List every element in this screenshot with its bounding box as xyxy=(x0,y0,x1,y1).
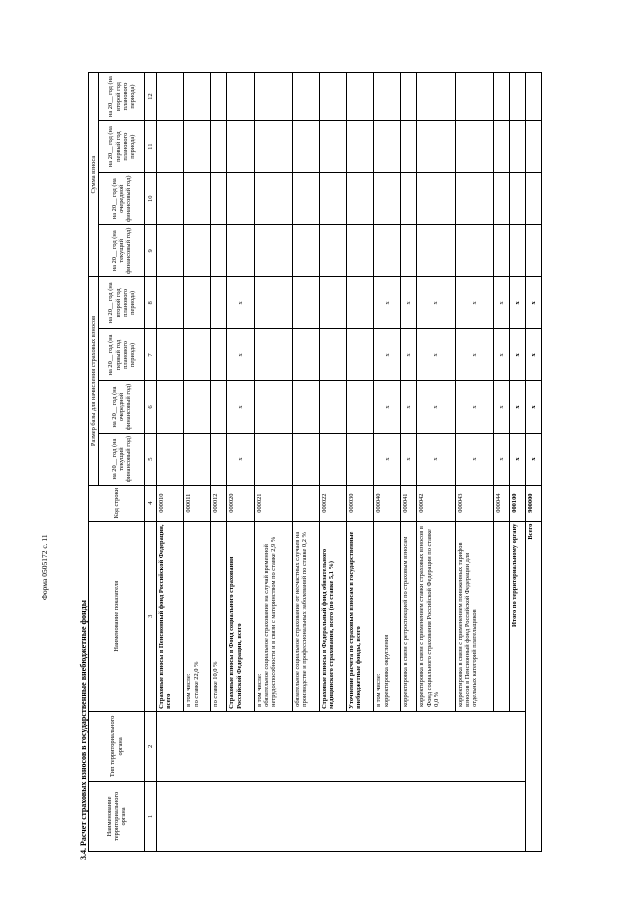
indicator-name: в том числе: обязательное социальное страхование на случай временной нетрудоспособности и в связи с материнством по ставке 2,9 % xyxy=(254,521,292,711)
indicator-name: Страховые взносы в Федеральный фонд обязательного медицинского страхования, всего (по ставке 5,1 %) xyxy=(320,521,347,711)
row-code: 000021 xyxy=(254,485,292,521)
indicator-name: обязательное социальное страхование от несчастных случаев на производстве и профессиональных заболеваний по ставке 0,2 % xyxy=(292,521,319,711)
column-number: 5 xyxy=(145,433,157,485)
value-cell[interactable] xyxy=(157,121,184,173)
value-cell[interactable] xyxy=(184,277,211,329)
value-cell[interactable] xyxy=(510,225,526,277)
not-applicable-mark: x xyxy=(455,433,493,485)
value-cell[interactable] xyxy=(525,173,541,225)
not-applicable-mark: x xyxy=(417,381,455,433)
value-cell[interactable] xyxy=(510,121,526,173)
value-cell[interactable] xyxy=(254,121,292,173)
value-cell[interactable] xyxy=(184,225,211,277)
value-cell[interactable] xyxy=(347,121,374,173)
row-code: 900000 xyxy=(525,485,541,521)
value-cell[interactable] xyxy=(211,225,227,277)
value-cell[interactable] xyxy=(455,173,493,225)
header-row-code: Код строки xyxy=(89,485,145,521)
not-applicable-mark: x xyxy=(401,433,417,485)
value-cell[interactable] xyxy=(417,73,455,121)
indicator-name: в том числе: корректировка округления xyxy=(374,521,401,711)
column-number: 6 xyxy=(145,381,157,433)
not-applicable-mark: x xyxy=(374,329,401,381)
grand-total-label: Всего xyxy=(525,521,541,851)
header-contribution-sum: Сумма взноса xyxy=(89,73,99,277)
row-code: 000022 xyxy=(320,485,347,521)
territorial-total-label: Итого по территориальному органу xyxy=(510,521,526,711)
value-cell[interactable] xyxy=(401,121,417,173)
row-code: 000042 xyxy=(417,485,455,521)
column-number: 4 xyxy=(145,485,157,521)
value-cell[interactable] xyxy=(494,73,510,121)
row-code xyxy=(292,485,319,521)
grand-total-row xyxy=(525,73,541,852)
territorial-body-cell[interactable] xyxy=(157,781,526,851)
rotated-table-container xyxy=(88,72,542,852)
value-cell[interactable] xyxy=(157,329,184,381)
not-applicable-mark: x xyxy=(227,329,254,381)
value-cell[interactable] xyxy=(292,121,319,173)
value-cell[interactable] xyxy=(374,225,401,277)
value-cell[interactable] xyxy=(254,277,292,329)
indicator-name xyxy=(494,521,510,711)
value-cell[interactable] xyxy=(292,433,319,485)
header-base-plan-year-2: на 20__ год (на второй год планового периода) xyxy=(99,277,145,329)
header-sum-plan-year-1: на 20__ год (на первый год планового периода) xyxy=(99,121,145,173)
not-applicable-mark: x xyxy=(494,381,510,433)
value-cell[interactable] xyxy=(347,381,374,433)
indicator-name: по ставке 10,0 % xyxy=(211,521,227,711)
value-cell[interactable] xyxy=(320,329,347,381)
not-applicable-mark: x xyxy=(525,329,541,381)
not-applicable-mark: x xyxy=(525,433,541,485)
value-cell[interactable] xyxy=(347,73,374,121)
not-applicable-mark: x xyxy=(417,433,455,485)
row-code: 000030 xyxy=(347,485,374,521)
header-sum-current-year: на 20__ год (на текущий финансовый год) xyxy=(99,225,145,277)
value-cell[interactable] xyxy=(347,329,374,381)
value-cell[interactable] xyxy=(401,225,417,277)
value-cell[interactable] xyxy=(184,173,211,225)
indicator-name: в том числе: по ставке 22,0 % xyxy=(184,521,211,711)
not-applicable-mark: x xyxy=(494,277,510,329)
header-territorial-body: Наименование территориального органа xyxy=(89,781,145,851)
not-applicable-mark: x xyxy=(494,433,510,485)
value-cell[interactable] xyxy=(292,381,319,433)
header-base-plan-year-1: на 20__ год (на первый год планового периода) xyxy=(99,329,145,381)
column-number: 8 xyxy=(145,277,157,329)
not-applicable-mark: x xyxy=(455,329,493,381)
value-cell[interactable] xyxy=(347,433,374,485)
value-cell[interactable] xyxy=(227,73,254,121)
header-indicator-name: Наименование показателя xyxy=(89,521,145,711)
value-cell[interactable] xyxy=(211,433,227,485)
value-cell[interactable] xyxy=(455,73,493,121)
value-cell[interactable] xyxy=(184,381,211,433)
indicator-name: Уточнение расчета по страховым взносам в государственные внебюджетные фонды, всего xyxy=(347,521,374,711)
value-cell[interactable] xyxy=(347,277,374,329)
value-cell[interactable] xyxy=(227,173,254,225)
indicator-name: корректировка в связи с применением пониженных тарифов взносов в Пенсионный фонд Российской Федерации для отдельных категорий плательщиков xyxy=(455,521,493,711)
row-code: 000010 xyxy=(157,485,184,521)
value-cell[interactable] xyxy=(157,73,184,121)
value-cell[interactable] xyxy=(320,173,347,225)
not-applicable-mark: x xyxy=(227,381,254,433)
indicator-name: корректировка в связи с применением ставки страховых взносов в Фонд социального страхования Российской Федерации по ставке 0,0 % xyxy=(417,521,455,711)
not-applicable-mark: x xyxy=(455,277,493,329)
value-cell[interactable] xyxy=(157,433,184,485)
value-cell[interactable] xyxy=(347,173,374,225)
value-cell[interactable] xyxy=(417,173,455,225)
value-cell[interactable] xyxy=(254,173,292,225)
column-numbers-row xyxy=(145,73,157,852)
header-territorial-type: Тип территориального органа xyxy=(89,711,145,781)
not-applicable-mark: x xyxy=(525,381,541,433)
value-cell[interactable] xyxy=(374,121,401,173)
value-cell[interactable] xyxy=(211,329,227,381)
value-cell[interactable] xyxy=(320,381,347,433)
not-applicable-mark: x xyxy=(374,433,401,485)
form-code: Форма 0505172 с. 11 xyxy=(40,534,49,600)
value-cell[interactable] xyxy=(184,73,211,121)
row-code: 000043 xyxy=(455,485,493,521)
header-base-next-year: на 20__ год (на очередной финансовый год) xyxy=(99,381,145,433)
not-applicable-mark: x xyxy=(510,433,526,485)
territorial-type-cell[interactable] xyxy=(157,711,526,781)
value-cell[interactable] xyxy=(510,173,526,225)
value-cell[interactable] xyxy=(211,121,227,173)
value-cell[interactable] xyxy=(227,121,254,173)
value-cell[interactable] xyxy=(227,225,254,277)
value-cell[interactable] xyxy=(494,225,510,277)
value-cell[interactable] xyxy=(525,73,541,121)
value-cell[interactable] xyxy=(525,121,541,173)
value-cell[interactable] xyxy=(254,381,292,433)
header-sum-next-year: на 20__ год (на очередной финансовый год) xyxy=(99,173,145,225)
value-cell[interactable] xyxy=(184,121,211,173)
value-cell[interactable] xyxy=(320,277,347,329)
not-applicable-mark: x xyxy=(455,381,493,433)
column-number: 12 xyxy=(145,73,157,121)
table-row xyxy=(157,73,184,852)
row-code: 000100 xyxy=(510,485,526,521)
value-cell[interactable] xyxy=(157,173,184,225)
not-applicable-mark: x xyxy=(510,329,526,381)
value-cell[interactable] xyxy=(374,73,401,121)
value-cell[interactable] xyxy=(254,433,292,485)
column-number: 9 xyxy=(145,225,157,277)
value-cell[interactable] xyxy=(347,225,374,277)
value-cell[interactable] xyxy=(254,329,292,381)
column-number: 7 xyxy=(145,329,157,381)
row-code: 000011 xyxy=(184,485,211,521)
header-contribution-base: Размер базы для начисления страховых взносов xyxy=(89,277,99,485)
value-cell[interactable] xyxy=(184,329,211,381)
row-code: 000012 xyxy=(211,485,227,521)
not-applicable-mark: x xyxy=(374,381,401,433)
row-code: 000040 xyxy=(374,485,401,521)
value-cell[interactable] xyxy=(157,225,184,277)
value-cell[interactable] xyxy=(184,433,211,485)
not-applicable-mark: x xyxy=(401,329,417,381)
value-cell[interactable] xyxy=(525,225,541,277)
value-cell[interactable] xyxy=(292,277,319,329)
indicator-name: Страховые взносы в Пенсионный фонд Российской Федерации, всего xyxy=(157,521,184,711)
value-cell[interactable] xyxy=(292,225,319,277)
column-number: 10 xyxy=(145,173,157,225)
value-cell[interactable] xyxy=(320,121,347,173)
value-cell[interactable] xyxy=(455,121,493,173)
value-cell[interactable] xyxy=(320,225,347,277)
value-cell[interactable] xyxy=(510,73,526,121)
not-applicable-mark: x xyxy=(417,277,455,329)
not-applicable-mark: x xyxy=(227,433,254,485)
value-cell[interactable] xyxy=(211,381,227,433)
value-cell[interactable] xyxy=(455,225,493,277)
not-applicable-mark: x xyxy=(374,277,401,329)
column-number: 2 xyxy=(145,711,157,781)
row-code: 000044 xyxy=(494,485,510,521)
section-title: 3.4. Расчет страховых взносов в государственные внебюджетные фонды xyxy=(79,600,88,860)
not-applicable-mark: x xyxy=(401,277,417,329)
value-cell[interactable] xyxy=(417,121,455,173)
not-applicable-mark: x xyxy=(525,277,541,329)
value-cell[interactable] xyxy=(401,173,417,225)
value-cell[interactable] xyxy=(320,73,347,121)
value-cell[interactable] xyxy=(417,225,455,277)
value-cell[interactable] xyxy=(157,277,184,329)
value-cell[interactable] xyxy=(211,73,227,121)
column-number: 11 xyxy=(145,121,157,173)
not-applicable-mark: x xyxy=(510,381,526,433)
value-cell[interactable] xyxy=(320,433,347,485)
not-applicable-mark: x xyxy=(401,381,417,433)
column-number: 1 xyxy=(145,781,157,851)
value-cell[interactable] xyxy=(401,73,417,121)
value-cell[interactable] xyxy=(157,381,184,433)
value-cell[interactable] xyxy=(211,277,227,329)
value-cell[interactable] xyxy=(292,329,319,381)
column-number: 3 xyxy=(145,521,157,711)
insurance-contributions-table xyxy=(88,72,542,852)
value-cell[interactable] xyxy=(211,173,227,225)
not-applicable-mark: x xyxy=(227,277,254,329)
value-cell[interactable] xyxy=(494,173,510,225)
value-cell[interactable] xyxy=(374,173,401,225)
not-applicable-mark: x xyxy=(417,329,455,381)
value-cell[interactable] xyxy=(494,121,510,173)
not-applicable-mark: x xyxy=(494,329,510,381)
row-code: 000041 xyxy=(401,485,417,521)
not-applicable-mark: x xyxy=(510,277,526,329)
indicator-name: корректировка в связи с ретроспекцией по страховым взносам xyxy=(401,521,417,711)
indicator-name: Страховые взносы в Фонд социального страхования Российской Федерации, всего xyxy=(227,521,254,711)
header-sum-plan-year-2: на 20__ год (на второй год планового периода) xyxy=(99,73,145,121)
value-cell[interactable] xyxy=(292,73,319,121)
value-cell[interactable] xyxy=(254,225,292,277)
row-code: 000020 xyxy=(227,485,254,521)
value-cell[interactable] xyxy=(254,73,292,121)
value-cell[interactable] xyxy=(292,173,319,225)
header-base-current-year: на 20__ год (на текущий финансовый год) xyxy=(99,433,145,485)
